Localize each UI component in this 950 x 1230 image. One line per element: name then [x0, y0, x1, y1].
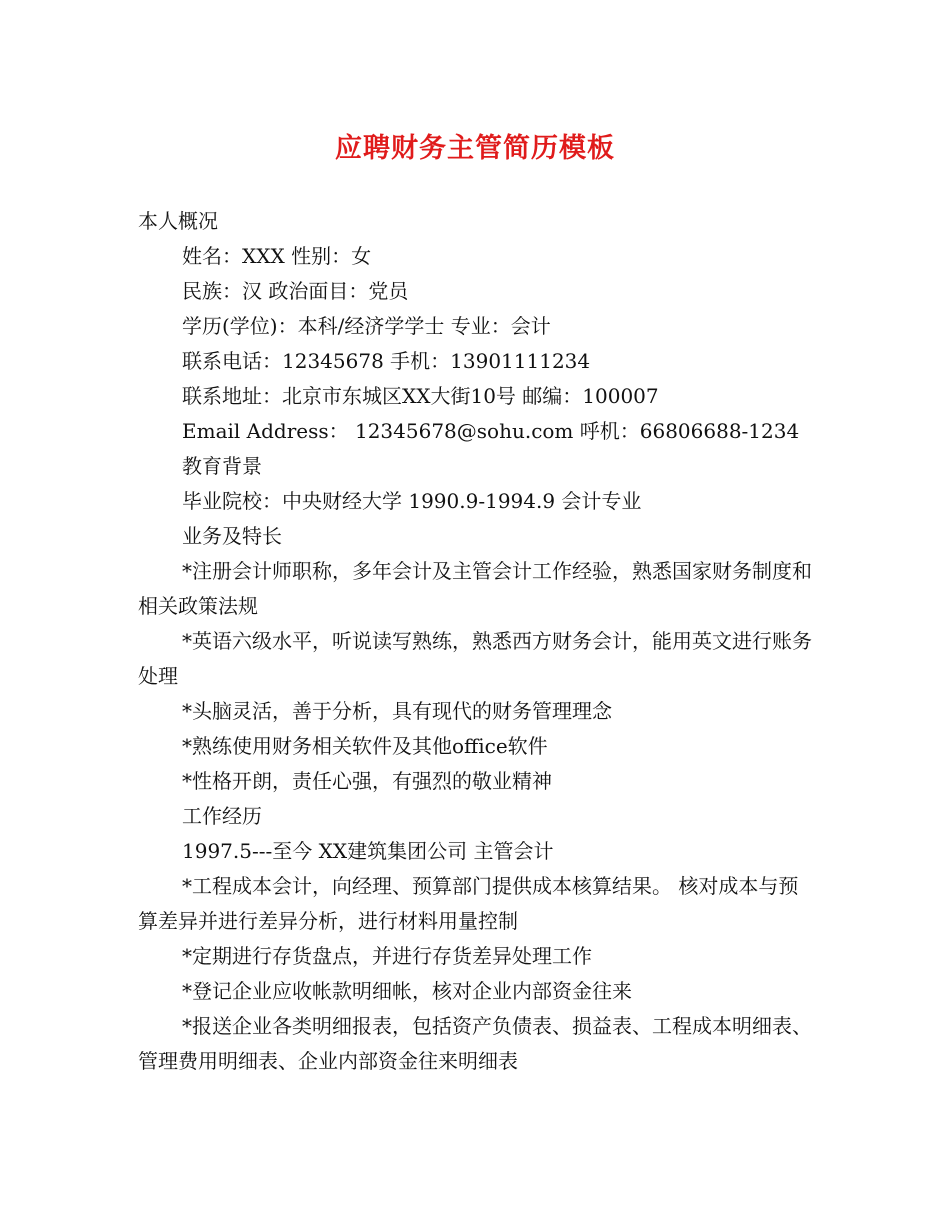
- duty-item: *报送企业各类明细报表，包括资产负债表、损益表、工程成本明细表、管理费用明细表、企业内部资金往来明细表: [138, 1014, 812, 1073]
- document-body: [138, 204, 818, 1079]
- name-gender-line: 姓名：XXX 性别：女: [182, 244, 372, 268]
- skill-item: *英语六级水平，听说读写熟练，熟悉西方财务会计，能用英文进行账务处理: [138, 629, 812, 688]
- job-title-line: 1997.5---至今 XX建筑集团公司 主管会计: [182, 839, 554, 863]
- duty-item: *工程成本会计，向经理、预算部门提供成本核算结果。 核对成本与预算差异并进行差异分析，进行材料用量控制: [138, 874, 799, 933]
- email-pager-line: Email Address： 12345678@sohu.com 呼机：66806688-1234: [182, 419, 800, 443]
- duty-item: *定期进行存货盘点，并进行存货差异处理工作: [182, 944, 592, 968]
- section-heading-profile: 本人概况: [138, 209, 218, 233]
- school-line: 毕业院校：中央财经大学 1990.9-1994.9 会计专业: [182, 489, 642, 513]
- section-heading-experience: 工作经历: [182, 804, 262, 828]
- skill-item: *注册会计师职称，多年会计及主管会计工作经验，熟悉国家财务制度和相关政策法规: [138, 559, 812, 618]
- education-degree-line: 学历(学位)：本科/经济学学士 专业：会计: [182, 314, 551, 338]
- duty-item: *登记企业应收帐款明细帐，核对企业内部资金往来: [182, 979, 632, 1003]
- address-line: 联系地址：北京市东城区XX大街10号 邮编：100007: [182, 384, 659, 408]
- skill-item: *头脑灵活，善于分析，具有现代的财务管理理念: [182, 699, 612, 723]
- section-heading-skills: 业务及特长: [182, 524, 282, 548]
- skill-item: *性格开朗，责任心强，有强烈的敬业精神: [182, 769, 552, 793]
- phone-line: 联系电话：12345678 手机：13901111234: [182, 349, 591, 373]
- skill-item: *熟练使用财务相关软件及其他office软件: [182, 734, 548, 758]
- ethnicity-politics-line: 民族：汉 政治面目：党员: [182, 279, 409, 303]
- document-title: 应聘财务主管简历模板: [335, 133, 615, 164]
- section-heading-education: 教育背景: [182, 454, 262, 478]
